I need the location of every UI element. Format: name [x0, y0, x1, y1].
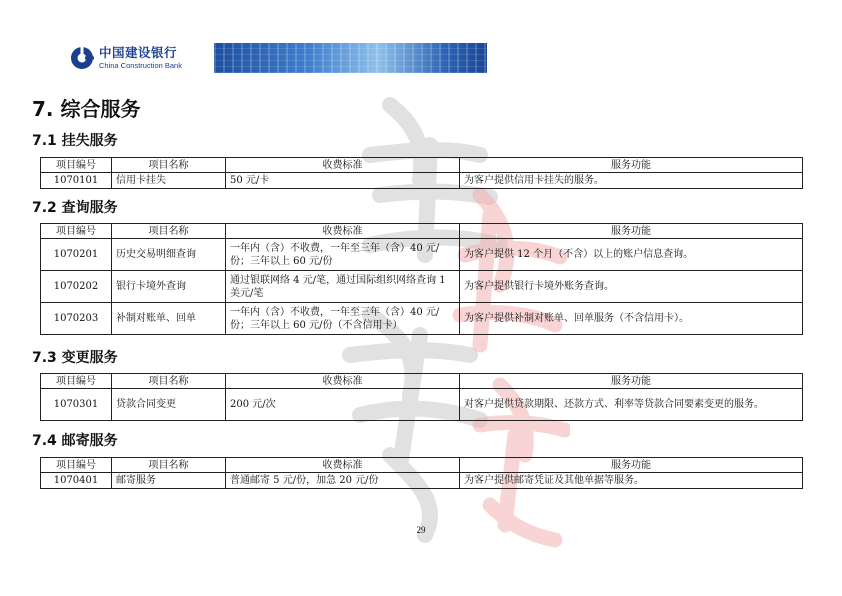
table-header-row — [41, 458, 803, 473]
bank-name-cn: 中国建设银行 — [99, 45, 178, 60]
cell-fee: 一年内（含）不收费，一年至三年（含）40 元/份；三年以上 60 元/份（不含信用卡） — [226, 303, 460, 335]
cell-code: 1070301 — [41, 389, 112, 421]
col-header-function: 服务功能 — [460, 224, 803, 239]
table-inquiry — [40, 223, 803, 335]
cell-fee: 普通邮寄 5 元/份，加急 20 元/份 — [226, 473, 460, 489]
cell-name: 历史交易明细查询 — [112, 239, 226, 271]
cell-fee: 一年内（含）不收费，一年至三年（含）40 元/份；三年以上 60 元/份 — [226, 239, 460, 271]
col-header-name: 项目名称 — [112, 458, 226, 473]
cell-fee: 200 元/次 — [226, 389, 460, 421]
cell-name: 银行卡境外查询 — [112, 271, 226, 303]
col-header-fee: 收费标准 — [226, 374, 460, 389]
cell-name: 邮寄服务 — [112, 473, 226, 489]
table-row — [41, 271, 803, 303]
page-number: 29 — [416, 525, 426, 535]
col-header-name: 项目名称 — [112, 374, 226, 389]
subsection-title-7-4: 7.4 邮寄服务 — [32, 433, 118, 449]
col-header-fee: 收费标准 — [226, 224, 460, 239]
table-header-row — [41, 374, 803, 389]
table-row — [41, 303, 803, 335]
bank-logo — [66, 43, 214, 73]
cell-code: 1070201 — [41, 239, 112, 271]
cell-code: 1070202 — [41, 271, 112, 303]
table-row — [41, 389, 803, 421]
table-row — [41, 473, 803, 489]
header-building-image — [214, 43, 487, 73]
cell-function: 为客户提供 12 个月（不含）以上的账户信息查询。 — [460, 239, 803, 271]
cell-code: 1070401 — [41, 473, 112, 489]
cell-function: 为客户提供补制对账单、回单服务（不含信用卡）。 — [460, 303, 803, 335]
cell-function: 为客户提供信用卡挂失的服务。 — [460, 173, 803, 189]
cell-code: 1070203 — [41, 303, 112, 335]
cell-name: 贷款合同变更 — [112, 389, 226, 421]
cell-fee: 通过银联网络 4 元/笔，通过国际组织网络查询 1 美元/笔 — [226, 271, 460, 303]
col-header-code: 项目编号 — [41, 458, 112, 473]
col-header-function: 服务功能 — [460, 158, 803, 173]
col-header-name: 项目名称 — [112, 224, 226, 239]
cell-fee: 50 元/卡 — [226, 173, 460, 189]
bank-name-en: China Construction Bank — [99, 60, 182, 70]
subsection-title-7-3: 7.3 变更服务 — [32, 350, 118, 366]
table-mail — [40, 457, 803, 489]
table-change — [40, 373, 803, 421]
cell-function: 对客户提供贷款期限、还款方式、利率等贷款合同要素变更的服务。 — [460, 389, 803, 421]
col-header-code: 项目编号 — [41, 158, 112, 173]
table-row — [41, 239, 803, 271]
table-header-row — [41, 158, 803, 173]
header-banner — [66, 43, 487, 73]
section-title: 7. 综合服务 — [32, 97, 141, 121]
cell-name: 信用卡挂失 — [112, 173, 226, 189]
ccb-logo-icon — [70, 46, 94, 70]
cell-function: 为客户提供银行卡境外账务查询。 — [460, 271, 803, 303]
table-row — [41, 173, 803, 189]
cell-function: 为客户提供邮寄凭证及其他单据等服务。 — [460, 473, 803, 489]
cell-code: 1070101 — [41, 173, 112, 189]
table-header-row — [41, 224, 803, 239]
table-loss-report — [40, 157, 803, 189]
col-header-code: 项目编号 — [41, 224, 112, 239]
col-header-function: 服务功能 — [460, 374, 803, 389]
col-header-fee: 收费标准 — [226, 158, 460, 173]
cell-name: 补制对账单、回单 — [112, 303, 226, 335]
col-header-name: 项目名称 — [112, 158, 226, 173]
subsection-title-7-2: 7.2 查询服务 — [32, 200, 118, 216]
col-header-function: 服务功能 — [460, 458, 803, 473]
col-header-fee: 收费标准 — [226, 458, 460, 473]
subsection-title-7-1: 7.1 挂失服务 — [32, 133, 118, 149]
col-header-code: 项目编号 — [41, 374, 112, 389]
